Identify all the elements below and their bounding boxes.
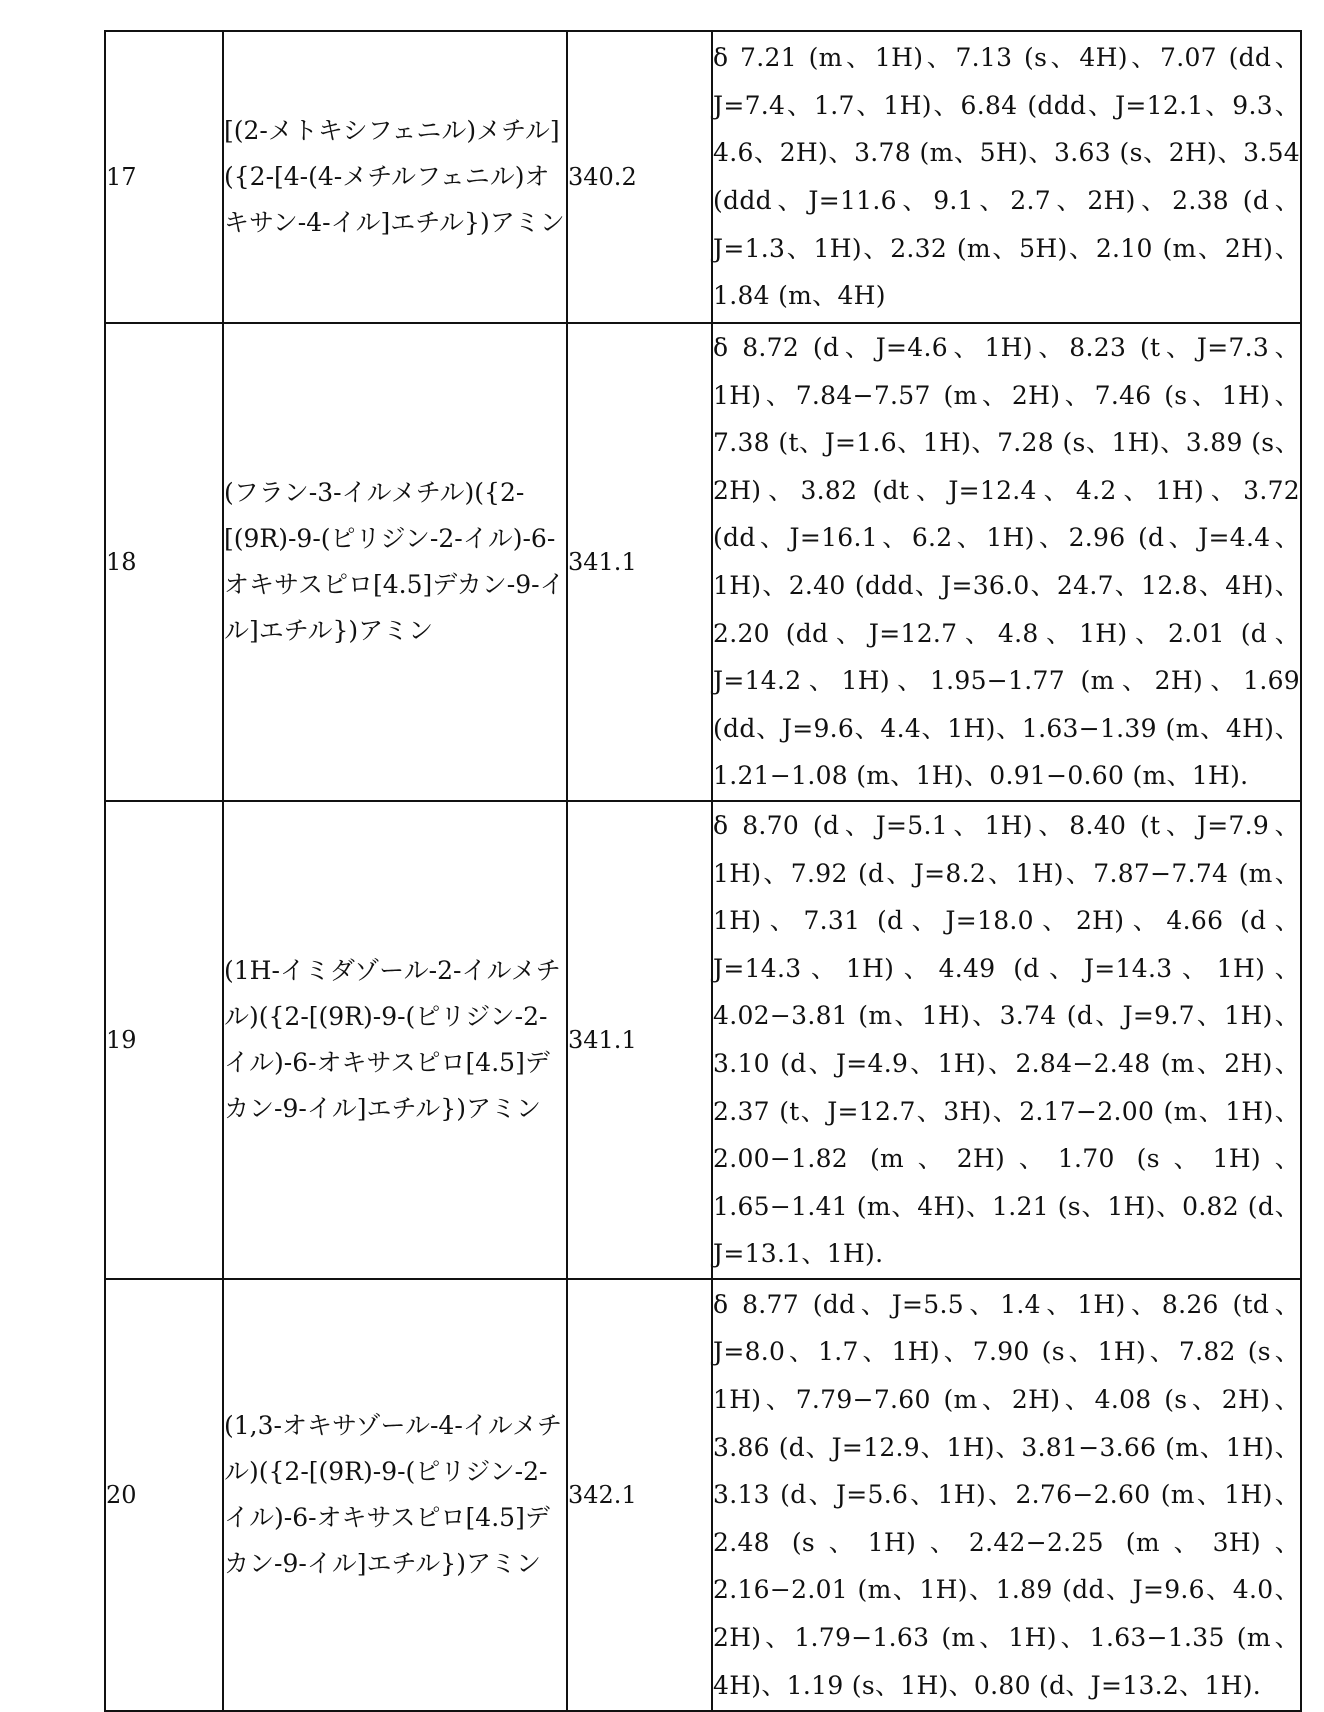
table-row [105,801,1301,1279]
mass-value: 341.1 [567,323,712,801]
mass-value: 340.2 [567,31,712,323]
nmr-data: δ 8.72 (d、J=4.6、1H)、8.23 (t、J=7.3、1H)、7.84−7.57 (m、2H)、7.46 (s、1H)、7.38 (t、J=1.6、1H)、7.28 (s、1H)、3.89 (s、2H)、3.82 (dt、J=12.4、4.2、1H)、3.72 (dd、J=16.1、6.2、1H)、2.96 (d、J=4.4、1H)、2.40 (ddd、J=36.0、24.7、12.8、4H)、2.20 (dd、J=12.7、4.8、1H)、2.01 (d、J=14.2、1H)、1.95−1.77 (m、2H)、1.69 (dd、J=9.6、4.4、1H)、1.63−1.39 (m、4H)、1.21−1.08 (m、1H)、0.91−0.60 (m、1H). [712,323,1301,801]
compound-name: [(2-メトキシフェニル)メチル]({2-[4-(4-メチルフェニル)オキサン-4-イル]エチル})アミン [223,31,567,323]
compound-number: 18 [105,323,223,801]
mass-value: 341.1 [567,801,712,1279]
compound-name: (1H-イミダゾール-2-イルメチル)({2-[(9R)-9-(ピリジン-2-イル)-6-オキサスピロ[4.5]デカン-9-イル]エチル})アミン [223,801,567,1279]
table-row [105,323,1301,801]
compound-name: (1,3-オキサゾール-4-イルメチル)({2-[(9R)-9-(ピリジン-2-イル)-6-オキサスピロ[4.5]デカン-9-イル]エチル})アミン [223,1279,567,1711]
mass-value: 342.1 [567,1279,712,1711]
table-row [105,1279,1301,1711]
compound-data-table [104,30,1302,1712]
compound-name: (フラン-3-イルメチル)({2-[(9R)-9-(ピリジン-2-イル)-6-オキサスピロ[4.5]デカン-9-イル]エチル})アミン [223,323,567,801]
nmr-data: δ 8.77 (dd、J=5.5、1.4、1H)、8.26 (td、J=8.0、1.7、1H)、7.90 (s、1H)、7.82 (s、1H)、7.79−7.60 (m、2H)、4.08 (s、2H)、3.86 (d、J=12.9、1H)、3.81−3.66 (m、1H)、3.13 (d、J=5.6、1H)、2.76−2.60 (m、1H)、2.48 (s、1H)、2.42−2.25 (m、3H)、2.16−2.01 (m、1H)、1.89 (dd、J=9.6、4.0、2H)、1.79−1.63 (m、1H)、1.63−1.35 (m、4H)、1.19 (s、1H)、0.80 (d、J=13.2、1H). [712,1279,1301,1711]
compound-number: 19 [105,801,223,1279]
table-row [105,31,1301,323]
compound-number: 17 [105,31,223,323]
compound-number: 20 [105,1279,223,1711]
nmr-data: δ 7.21 (m、1H)、7.13 (s、4H)、7.07 (dd、J=7.4、1.7、1H)、6.84 (ddd、J=12.1、9.3、4.6、2H)、3.78 (m、5H)、3.63 (s、2H)、3.54 (ddd、J=11.6、9.1、2.7、2H)、2.38 (d、J=1.3、1H)、2.32 (m、5H)、2.10 (m、2H)、1.84 (m、4H) [712,31,1301,323]
nmr-data: δ 8.70 (d、J=5.1、1H)、8.40 (t、J=7.9、1H)、7.92 (d、J=8.2、1H)、7.87−7.74 (m、1H)、7.31 (d、J=18.0、2H)、4.66 (d、J=14.3、1H)、4.49 (d、J=14.3、1H)、4.02−3.81 (m、1H)、3.74 (d、J=9.7、1H)、3.10 (d、J=4.9、1H)、2.84−2.48 (m、2H)、2.37 (t、J=12.7、3H)、2.17−2.00 (m、1H)、2.00−1.82 (m、2H)、1.70 (s、1H)、1.65−1.41 (m、4H)、1.21 (s、1H)、0.82 (d、J=13.1、1H). [712,801,1301,1279]
